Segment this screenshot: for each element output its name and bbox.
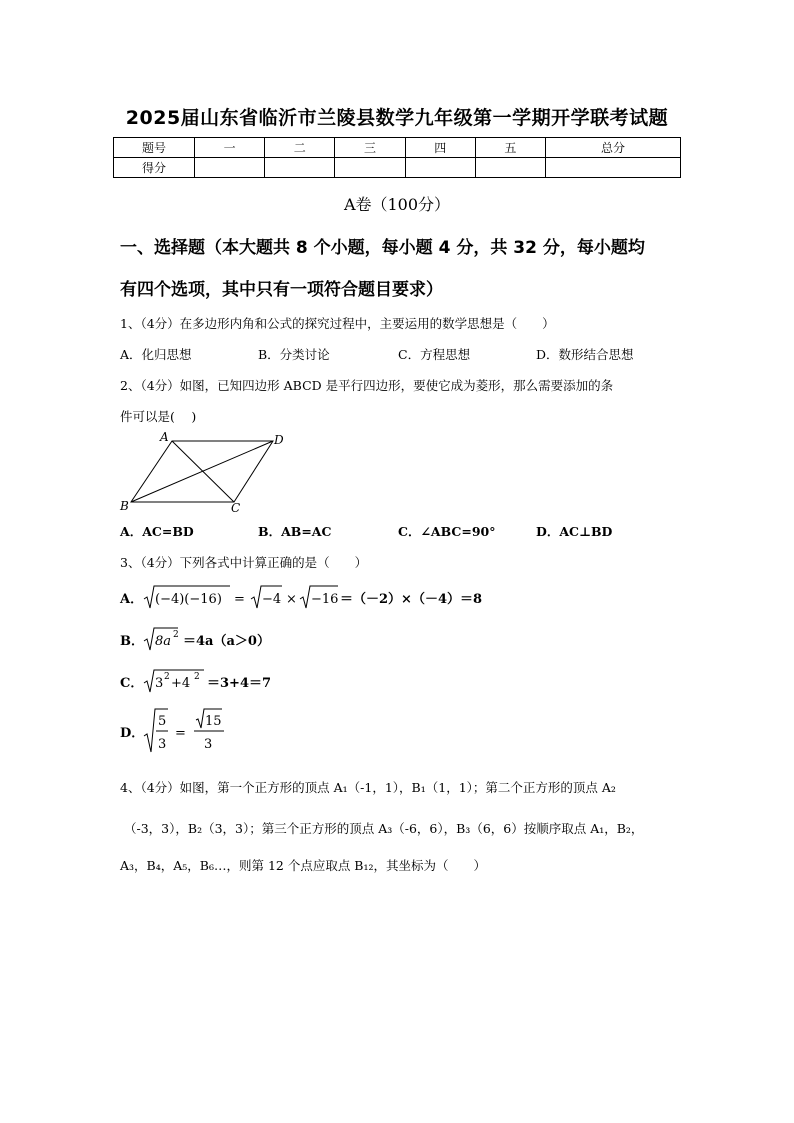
score-input-cell[interactable] — [195, 158, 265, 178]
score-table — [113, 137, 681, 178]
score-input-cell[interactable] — [405, 158, 475, 178]
vertex-label-d: D — [274, 433, 284, 447]
vertex-label-a: A — [160, 430, 169, 444]
vertex-label-c: C — [231, 501, 241, 515]
q3-b-label: B． — [120, 634, 144, 649]
q2-stem-line1: 2、（4分）如图，已知四边形 ABCD 是平行四边形，要使它成为菱形，那么需要添加的条 — [120, 378, 614, 393]
section-heading-line2: 有四个选项，其中只有一项符合题目要求） — [120, 280, 443, 300]
q3-b-rad: 8a — [155, 634, 172, 649]
section-heading-line1: 一、选择题（本大题共 8 个小题，每小题 4 分，共 32 分，每小题均 — [120, 238, 645, 258]
q3-d-eq: = — [175, 726, 186, 741]
score-cell: 五 — [475, 138, 545, 158]
q3-a-label: A． — [120, 592, 144, 607]
q3-d-num2: 15 — [205, 714, 222, 729]
score-table-header-row — [114, 138, 681, 158]
q2-option-d[interactable]: D．AC⊥BD — [536, 524, 613, 539]
q3-c-rest: ＝3+4＝7 — [207, 676, 272, 691]
q3-option-b[interactable] — [118, 624, 318, 656]
q2-stem-line2: 件可以是( ) — [120, 409, 197, 424]
score-input-cell[interactable] — [335, 158, 405, 178]
q3-d-den2: 3 — [204, 737, 213, 752]
q1-stem: 1、（4分）在多边形内角和公式的探究过程中，主要运用的数学思想是（ ） — [120, 316, 555, 331]
q3-c-sup2: 2 — [194, 672, 200, 682]
q3-c-rad-a: 3 — [155, 676, 164, 691]
q3-a-times: × — [286, 592, 297, 607]
score-cell: 题号 — [114, 138, 195, 158]
q4-line3: A₃，B₄，A₅，B₆…，则第 12 个点应取点 B₁₂，其坐标为（ ） — [120, 858, 487, 873]
q1-option-d[interactable]: D．数形结合思想 — [536, 347, 634, 362]
score-input-cell[interactable] — [265, 158, 335, 178]
score-cell: 总分 — [546, 138, 681, 158]
score-cell: 二 — [265, 138, 335, 158]
q1-option-b[interactable]: B．分类讨论 — [258, 347, 330, 362]
q3-b-rest: ＝4a（a＞0） — [183, 634, 270, 649]
q3-d-num1: 5 — [158, 714, 167, 729]
q3-c-label: C． — [120, 676, 144, 691]
q4-line1: 4、（4分）如图，第一个正方形的顶点 A₁（-1，1），B₁（1，1）；第二个正方形的顶点 A₂ — [120, 780, 616, 795]
q3-a-rad2: −4 — [262, 592, 282, 607]
score-cell: 得分 — [114, 158, 195, 178]
score-table-score-row — [114, 158, 681, 178]
vertex-label-b: B — [120, 499, 129, 513]
q3-a-rest: ＝（－2）×（－4）＝8 — [340, 592, 483, 607]
score-cell: 四 — [405, 138, 475, 158]
q3-option-a[interactable] — [118, 582, 498, 614]
q3-d-den1: 3 — [158, 737, 167, 752]
parallelogram-figure — [118, 430, 288, 516]
q3-c-plus: +4 — [171, 676, 191, 691]
exam-title: 2025届山东省临沂市兰陵县数学九年级第一学期开学联考试题 — [125, 107, 669, 129]
q3-a-eq: = — [234, 592, 245, 607]
juan-label: A卷（100分） — [343, 195, 451, 214]
q3-stem: 3、（4分）下列各式中计算正确的是（ ） — [120, 555, 368, 570]
score-input-cell[interactable] — [475, 158, 545, 178]
q3-a-rad3: −16 — [311, 592, 339, 607]
q1-option-c[interactable]: C．方程思想 — [398, 347, 471, 362]
q3-a-rad1: (−4)(−16) — [155, 592, 222, 607]
score-cell: 一 — [195, 138, 265, 158]
q3-option-c[interactable] — [118, 666, 318, 698]
q2-option-b[interactable]: B．AB=AC — [258, 524, 332, 539]
score-cell: 三 — [335, 138, 405, 158]
q3-c-sup1: 2 — [164, 672, 170, 682]
q3-option-d[interactable] — [118, 706, 258, 758]
q3-d-label: D． — [120, 726, 145, 741]
q1-option-a[interactable]: A．化归思想 — [120, 347, 192, 362]
score-input-cell[interactable] — [546, 158, 681, 178]
q2-option-c[interactable]: C．∠ABC=90° — [398, 524, 496, 539]
q2-option-a[interactable]: A．AC=BD — [120, 524, 194, 539]
q4-line2: （-3，3），B₂（3，3）；第三个正方形的顶点 A₃（-6，6），B₃（6，6）按顺序取点 A₁，B₂， — [124, 821, 644, 836]
q3-b-sup: 2 — [173, 630, 179, 640]
diagonal-bd — [131, 441, 273, 502]
